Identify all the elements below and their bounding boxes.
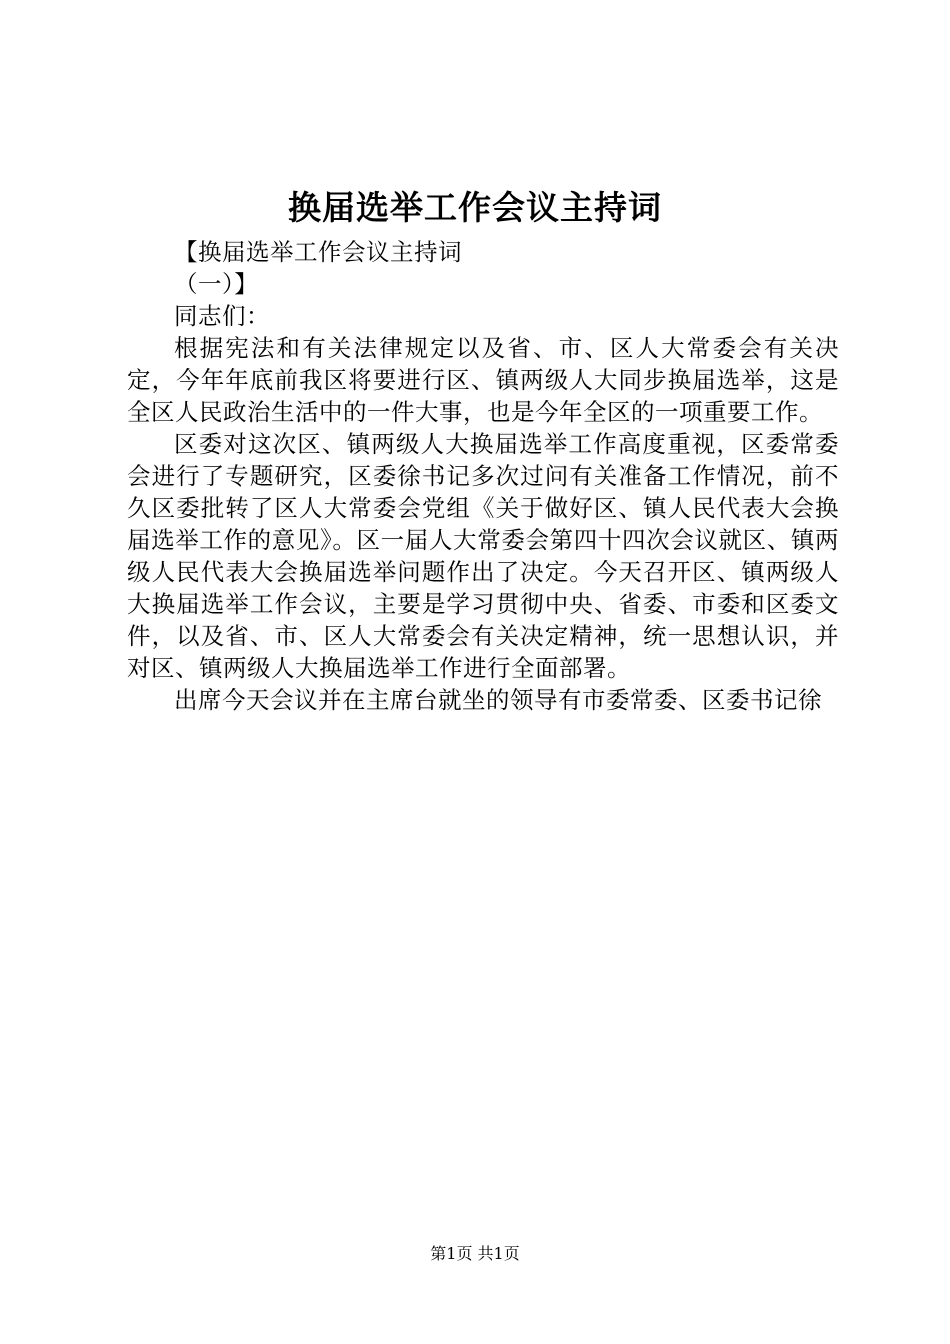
salutation: 同志们： <box>174 302 270 330</box>
heading-line-2: （一）】 <box>174 270 259 298</box>
page-footer: 第1页 共1页 <box>430 1244 520 1263</box>
heading-line-1: 【换届选举工作会议主持词 <box>174 238 462 266</box>
paragraph-1: 根据宪法和有关法律规定以及省、市、区人大常委会有关决定，今年年底前我区将要进行区、镇两级人大同步换届选举，这是全区人民政治生活中的一件大事，也是今年全区的一项重要工作。 <box>127 334 839 426</box>
paragraph-2: 区委对这次区、镇两级人大换届选举工作高度重视，区委常委会进行了专题研究，区委徐书记多次过问有关准备工作情况，前不久区委批转了区人大常委会党组《关于做好区、镇人民代表大会换届选举工作的意见》。区一届人大常委会第四十四次会议就区、镇两级人民代表大会换届选举问题作出了决定。今天召开区、镇两级人大换届选举工作会议，主要是学习贯彻中央、省委、市委和区委文件，以及省、市、区人大常委会有关决定精神，统一思想认识，并对区、镇两级人大换届选举工作进行全面部署。 <box>127 430 839 682</box>
paragraph-3: 出席今天会议并在主席台就坐的领导有市委常委、区委书记徐 <box>174 686 822 714</box>
document-title: 换届选举工作会议主持词 <box>288 188 662 227</box>
document-body <box>127 236 839 716</box>
